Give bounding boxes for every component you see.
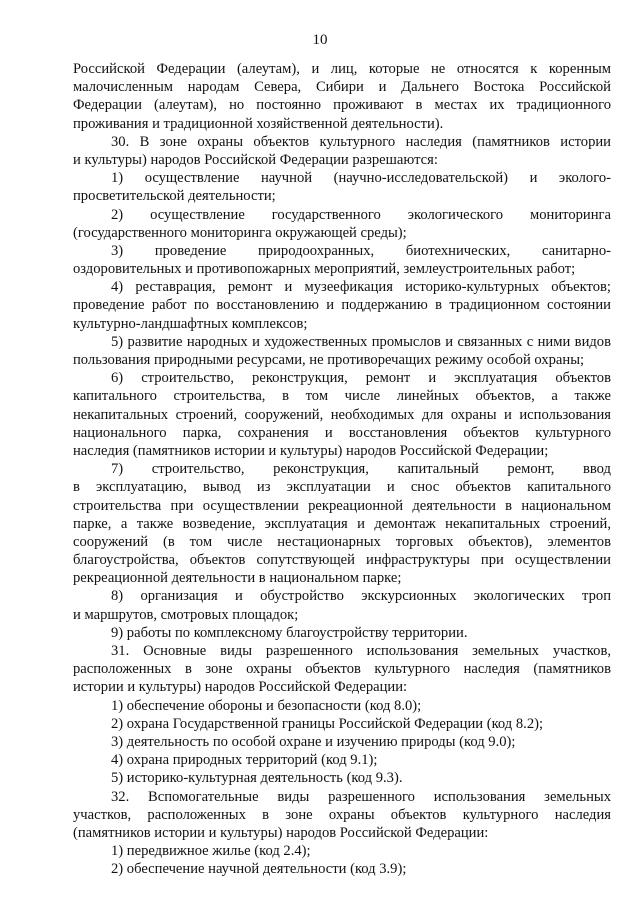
text-line: некапитальных строений, сооружений, необходимых для охраны и использования	[73, 406, 611, 423]
text-line: расположенных в зоне охраны объектов культурного наследия (памятников	[73, 661, 611, 678]
list-item-first-line: 4) реставрация, ремонт и музеефикация историко-культурных объектов;	[111, 279, 611, 296]
text-line: проведение работ по восстановлению и поддержанию в традиционном состоянии	[73, 297, 611, 314]
text-line: в эксплуатацию, вывод из эксплуатации и снос объектов капитального	[73, 479, 611, 496]
list-item: 3) деятельность по особой охране и изучению природы (код 9.0);	[111, 733, 516, 750]
list-item: 2) охрана Государственной границы Российской Федерации (код 8.2);	[111, 715, 544, 732]
text-line: благоустройства, объектов сопутствующей инфраструктуры при осуществлении	[73, 552, 611, 569]
paragraph-32-first-line: 32. Вспомогательные виды разрешенного использования земельных	[111, 788, 611, 805]
list-item-first-line: 8) организация и обустройство экскурсионных экологических троп	[111, 588, 611, 605]
text-line: Федерации (алеутам), но постоянно проживают в местах их традиционного	[73, 97, 611, 114]
text-line: (государственного мониторинга окружающей среды);	[73, 224, 407, 241]
list-item: 1) передвижное жилье (код 2.4);	[111, 843, 311, 860]
text-line: истории и культуры) народов Российской Федерации:	[73, 679, 408, 696]
document-body	[73, 60, 611, 878]
text-line: сооружений (в том числе нестационарных торговых объектов), элементов	[73, 533, 611, 550]
paragraph-31-first-line: 31. Основные виды разрешенного использования земельных участков,	[111, 643, 611, 659]
list-item-first-line: 1) осуществление научной (научно-исследовательской) и эколого-	[111, 170, 611, 187]
text-line: капитального строительства, в том числе линейных объектов, а также	[73, 388, 611, 405]
text-line: национального парка, сохранения и восстановления объектов культурного	[73, 424, 611, 441]
list-item: 1) обеспечение обороны и безопасности (код 8.0);	[111, 697, 422, 714]
text-line: наследия (памятников истории и культуры) народов Российской Федерации;	[73, 442, 549, 459]
text-line: оздоровительных и противопожарных мероприятий, землеустроительных работ;	[73, 261, 576, 278]
list-item-first-line: 7) строительство, реконструкция, капитальный ремонт, ввод	[111, 461, 611, 478]
list-item-first-line: 5) развитие народных и художественных промыслов и связанных с ними видов	[111, 333, 611, 350]
list-item: 2) обеспечение научной деятельности (код 3.9);	[111, 861, 407, 878]
text-line: рекреационной деятельности в национальном парке;	[73, 570, 402, 587]
list-item-first-line: 3) проведение природоохранных, биотехнических, санитарно-	[111, 242, 611, 259]
list-item: 4) охрана природных территорий (код 9.1);	[111, 752, 378, 769]
list-item-first-line: 2) осуществление государственного экологического мониторинга	[111, 206, 611, 223]
text-line: (памятников истории и культуры) народов Российской Федерации:	[73, 824, 489, 841]
text-line: малочисленным народам Севера, Сибири и Дальнего Востока Российской	[73, 79, 611, 96]
text-line: и маршрутов, смотровых площадок;	[73, 606, 299, 623]
text-line: участков, расположенных в зоне охраны объектов культурного наследия	[73, 806, 611, 823]
list-item-first-line: 6) строительство, реконструкция, ремонт и эксплуатация объектов	[111, 370, 611, 387]
text-line: Российской Федерации (алеутам), и лиц, которые не относятся к коренным	[73, 61, 611, 77]
text-line: и культуры) народов Российской Федерации разрешаются:	[73, 151, 438, 168]
text-line: строительства при осуществлении рекреационной деятельности в национальном	[73, 497, 611, 514]
page-number: 10	[312, 32, 328, 48]
text-line: культурно-ландшафтных комплексов;	[73, 315, 308, 332]
text-line: проживания и традиционной хозяйственной деятельности).	[73, 115, 444, 132]
text-line: просветительской деятельности;	[73, 188, 276, 205]
list-item: 5) историко-культурная деятельность (код 9.3).	[111, 770, 403, 787]
text-line: парке, а также возведение, эксплуатация и демонтаж некапитальных строений,	[73, 515, 611, 532]
text-line: пользования природными ресурсами, не противоречащих режиму особой охраны;	[73, 352, 585, 368]
paragraph-30-first-line: 30. В зоне охраны объектов культурного наследия (памятников истории	[111, 133, 611, 150]
list-item: 9) работы по комплексному благоустройству территории.	[111, 624, 468, 641]
